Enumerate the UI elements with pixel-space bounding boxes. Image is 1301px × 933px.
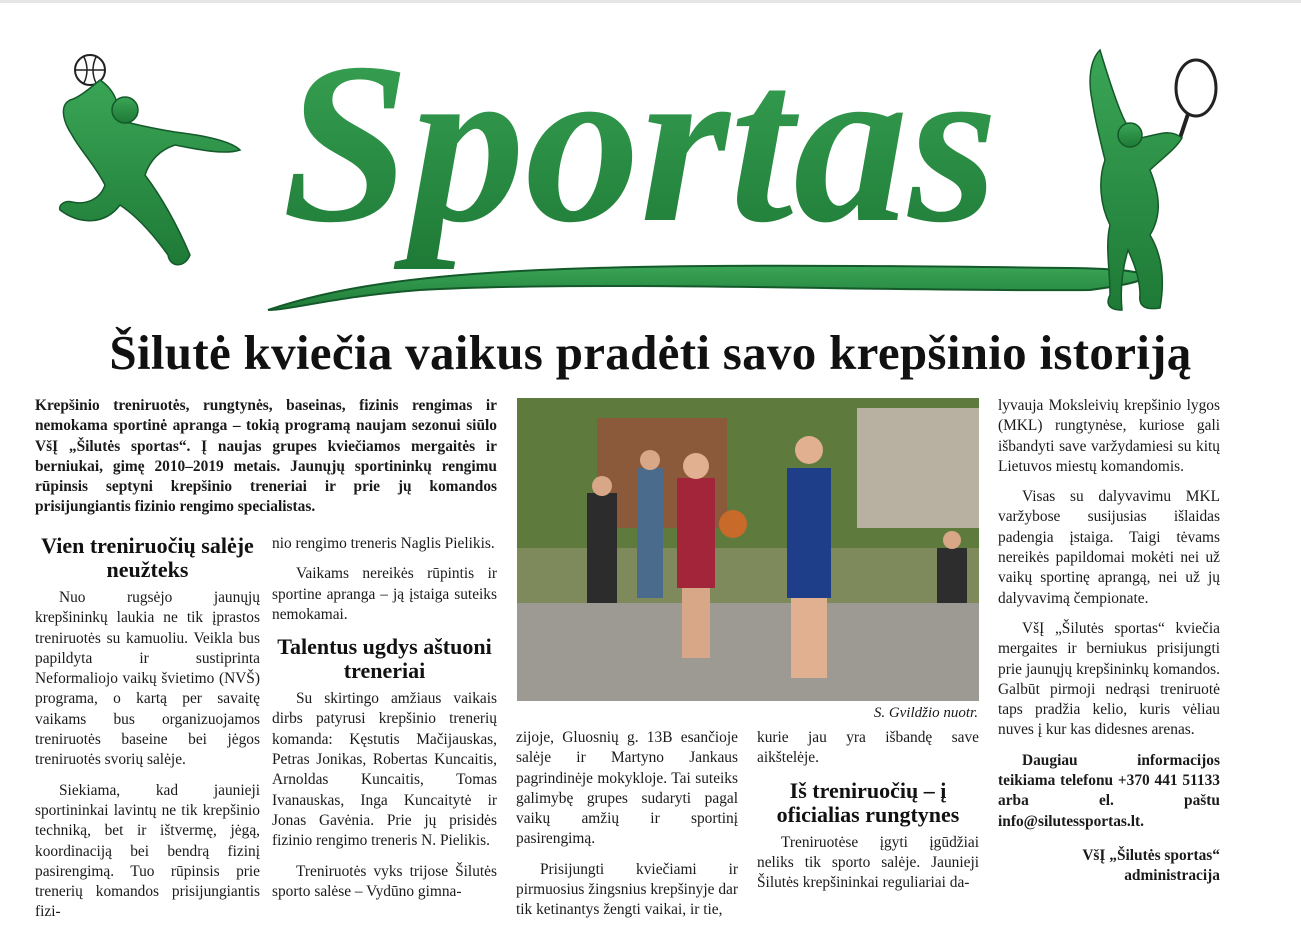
masthead-title: Sportas xyxy=(282,15,998,270)
article-column-2 xyxy=(272,534,497,912)
top-rule xyxy=(0,0,1301,3)
lead-block xyxy=(35,396,497,528)
lead-paragraph: Krepšinio treniruotės, rungtynės, baseinas, fizinis rengimas ir nemokama sportinė apranga – tokią programą naujam sezonui siūlo VšĮ „Šilutės sportas“. Į naujas grupes kviečiamos mergaitės ir berniukai, gimę 2010–2019 metais. Jaunųjų sportininkų rengimu rūpinsis septyni krepšinio treneriai ir prie jų komandos prisijungiantis fizinio rengimo specialistas. xyxy=(35,397,497,516)
signature-org: VšĮ „Šilutės sportas“ xyxy=(1082,846,1220,864)
masthead-banner xyxy=(0,10,1301,315)
basketball-player-icon xyxy=(60,55,240,265)
paragraph: VšĮ „Šilutės sportas“ kviečia mergaites ir berniukus prisijungti prie jaunųjų krepšininkų komandos. Galbūt pirmoji nedrąsi treniruotė taps pradžia kelio, kuris vėliau nuves į kur kas didesnes arenas. xyxy=(998,619,1220,739)
subheading-1: Vien treniruočių salėje neužteks xyxy=(41,533,254,582)
tennis-player-icon xyxy=(1090,50,1216,310)
paragraph: nio rengimo treneris Naglis Pielikis. xyxy=(272,535,495,552)
basketball-photo xyxy=(517,398,979,701)
paragraph: Vaikams nereikės rūpintis ir sportine apranga – ją įstaiga suteiks nemokamai. xyxy=(272,565,497,623)
paragraph: Treniruotėse įgyti įgūdžiai neliks tik sporto salėje. Jaunieji Šilutės krepšininkai reguliariai da- xyxy=(757,833,979,892)
contact-info: Daugiau informacijos teikiama telefonu +370 441 51133 arba el. paštu info@silutessportas.lt. xyxy=(998,751,1220,830)
paragraph: Visas su dalyvavimu MKL varžybose susijusias išlaidas padengia įstaiga. Taigi tėvams nereikės papildomai mokėti nei už vaikų sportinę aprangą, nei už jų dalyvavimą čempionate. xyxy=(998,488,1220,607)
swoosh-decoration xyxy=(268,266,1145,310)
paragraph: kurie jau yra išbandę save aikštelėje. xyxy=(757,729,979,767)
paragraph: Su skirtingo amžiaus vaikais dirbs patyrusi krepšinio trenerių komanda: Kęstutis Mačijauskas, Petras Jonikas, Robertas Kuncaitis, Arnoldas Kuncaitis, Tomas Ivanauskas, Inga Kuncaitytė ir Jonas Gavėnia. Prie jų prisidės fizinio rengimo treneris N. Pielikis. xyxy=(272,690,497,850)
paragraph: Treniruotės vyks trijose Šilutės sporto salėse – Vydūno gimna- xyxy=(272,862,497,900)
paragraph: Prisijungti kviečiami ir pirmuosius žingsnius krepšinyje dar tik ketinantys žengti vaikai, ir tie, xyxy=(516,860,738,919)
paragraph: zijoje, Gluosnių g. 13B esančioje salėje ir Martyno Jankaus pagrindinėje mokykloje. Tai suteiks galimybę grupes sudaryti pagal vaikų amžių ir sportinį pasirengimą. xyxy=(516,729,738,848)
signature-role: administracija xyxy=(1124,867,1220,885)
subheading-2: Talentus ugdys aštuoni treneriai xyxy=(277,634,492,684)
headline: Šilutė kviečia vaikus pradėti savo krepšinio istoriją xyxy=(109,325,1192,380)
paragraph: Siekiama, kad jaunieji sportininkai lavintų ne tik krepšinio techniką, bet ir ištvermę, jėgą, koordinaciją bei bendrą fizinį pasirengimą. Tuo rūpinsis prie trenerių komandos prisijungiantis fizi- xyxy=(35,781,260,921)
article-column-3 xyxy=(516,728,738,931)
article-column-1 xyxy=(35,534,260,933)
article-column-5 xyxy=(998,396,1220,897)
photo-credit: S. Gvildžio nuotr. xyxy=(873,705,978,721)
subheading-3: Iš treniruočių – į oficialias rungtynes xyxy=(776,777,960,827)
paragraph: Nuo rugsėjo jaunųjų krepšininkų laukia ne tik įprastos treniruotės su kamuoliu. Veikla bus papildyta ir sustiprinta Neformaliojo vaikų švietimo (NVŠ) programa, o kartą per savaitę vaikams bus organizuojamos treniruotės baseine bei jėgos treniruotės svorių salėje. xyxy=(35,589,260,769)
paragraph: lyvauja Moksleivių krepšinio lygos (MKL) rungtynėse, kuriose gali išbandyti save varžydamiesi su kitų Lietuvos miestų komandomis. xyxy=(998,397,1220,475)
article-column-4 xyxy=(757,728,979,903)
